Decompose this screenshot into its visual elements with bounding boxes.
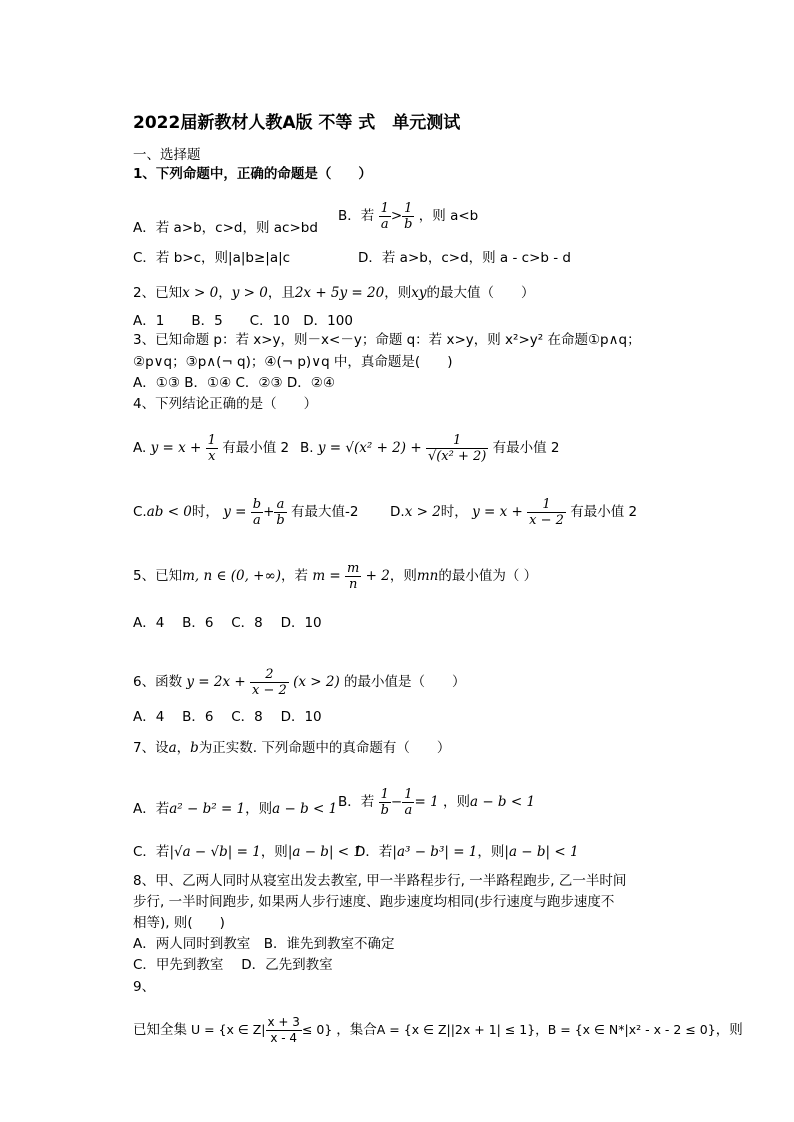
question-1-stem: 1、下列命题中，正确的命题是（ ） <box>133 166 372 182</box>
question-4-option-b: B. y = √(x² + 2) + $\frac{1}{\text{√(x² + 2)}}$ 有最小值 2 <box>300 432 560 464</box>
question-9-stem: 已知全集 U = {x ∈ Z| $\frac{x + 3}{x - 4}$ ≤ 0} ，集合A = {x ∈ Z||2x + 1| ≤ 1}，B = {x ∈ N*|x² - x - 2 ≤ 0}，则 <box>133 1015 743 1045</box>
question-5-stem: 5、已知m, n ∈ (0, +∞)，若 m = $\frac{m}{n}$ + 2，则mn的最小值为（ ） <box>133 560 538 592</box>
fraction: $\frac{1}{b}$ <box>380 786 389 818</box>
question-6-options: A．4 B．6 C．8 D．10 <box>133 709 322 725</box>
fraction: $\frac{1}{a}$ <box>380 200 389 232</box>
question-8-line-2: 步行, 一半时间跑步, 如果两人步行速度、跑步速度均相同(步行速度与跑步速度不 <box>133 894 615 910</box>
question-7-option-a: A．若a² − b² = 1，则a − b < 1 <box>133 801 338 817</box>
question-7-option-c: C．若|√a − √b| = 1，则|a − b| < 1 <box>133 844 362 860</box>
question-4-option-a: A. y = x + $\frac{1}{x}$ 有最小值 2 <box>133 432 290 464</box>
fraction: $\frac{a}{b}$ <box>276 496 285 528</box>
fraction: $\frac{b}{a}$ <box>252 496 262 528</box>
question-3-line-1: 3、已知命题 p：若 x>y，则－x<－y；命题 q：若 x>y，则 x²>y² 在命题①p∧q； <box>133 332 641 348</box>
question-7-option-d: D．若|a³ − b³| = 1，则|a − b| < 1 <box>355 844 579 860</box>
question-1-option-c: C．若 b>c，则|a|b≥|a|c <box>133 250 291 266</box>
section-heading: 一、选择题 <box>133 147 201 163</box>
fraction: $\frac{x + 3}{x - 4}$ <box>267 1015 300 1045</box>
fraction: $\frac{1}{x}$ <box>207 432 216 464</box>
question-7-stem: 7、设a，b为正实数. 下列命题中的真命题有（ ） <box>133 740 451 756</box>
question-1-option-a: A．若 a>b，c>d，则 ac>bd <box>133 220 318 236</box>
question-5-options: A．4 B．6 C．8 D．10 <box>133 615 322 631</box>
question-8-options-ab: A．两人同时到教室 B．谁先到教室不确定 <box>133 936 395 952</box>
fraction: $\frac{1}{\text{√(x² + 2)}}$ <box>427 432 487 464</box>
fraction: $\frac{1}{b}$ <box>404 200 413 232</box>
question-4-option-c: C.ab < 0时， y = $\frac{b}{a}$ + $\frac{a}{b}$ 有最大值-2 <box>133 496 359 528</box>
question-7-option-b: B．若 $\frac{1}{b}$ − $\frac{1}{a}$ = 1 ，则a − b < 1 <box>338 786 536 818</box>
fraction: $\frac{1}{a}$ <box>404 786 413 818</box>
question-4-option-d: D.x > 2时， y = x + $\frac{1}{x - 2}$ 有最小值 2 <box>390 496 638 528</box>
fraction: $\frac{m}{n}$ <box>347 560 360 592</box>
question-2-stem: 2、已知x > 0，y > 0，且2x + 5y = 20，则xy的最大值（ ） <box>133 285 535 301</box>
question-1-option-b: B．若 $\frac{1}{a}$ > $\frac{1}{b}$ ，则 a<b <box>338 200 479 232</box>
question-2-options: A．1 B．5 C．10 D．100 <box>133 313 353 329</box>
question-8-line-3: 相等), 则( ) <box>133 915 225 931</box>
question-6-stem: 6、函数 y = 2x + $\frac{2}{x - 2}$ (x > 2) 的最小值是（ ） <box>133 666 466 698</box>
fraction: $\frac{2}{x - 2}$ <box>252 666 287 698</box>
question-1-option-d: D．若 a>b，c>d，则 a - c>b - d <box>358 250 571 266</box>
fraction: $\frac{1}{x - 2}$ <box>529 496 564 528</box>
question-8-line-1: 8、甲、乙两人同时从寝室出发去教室, 甲一半路程步行, 一半路程跑步, 乙一半时间 <box>133 873 627 889</box>
page-title: 2022届新教材人教A版 不等 式 单元测试 <box>133 113 461 133</box>
question-8-options-cd: C．甲先到教室 D．乙先到教室 <box>133 957 333 973</box>
question-9-number: 9、 <box>133 979 156 995</box>
question-3-options: A．①③ B．①④ C．②③ D．②④ <box>133 375 336 391</box>
question-4-stem: 4、下列结论正确的是（ ） <box>133 396 318 412</box>
question-3-line-2: ②p∨q；③p∧(¬ q)；④(¬ p)∨q 中，真命题是( ) <box>133 354 453 370</box>
